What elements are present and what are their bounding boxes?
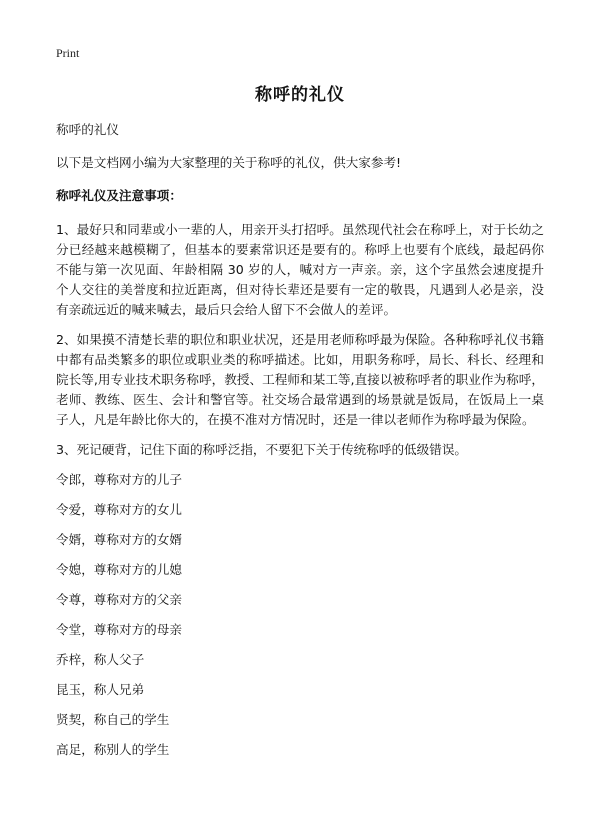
list-item: 令堂，尊称对方的母亲 xyxy=(56,622,182,637)
list-item: 贤契，称自己的学生 xyxy=(56,712,170,727)
list-item: 令婿，尊称对方的女婿 xyxy=(56,532,182,547)
list-item: 令郎，尊称对方的儿子 xyxy=(56,472,182,487)
page-title: 称呼的礼仪 xyxy=(255,85,345,105)
subtitle: 称呼的礼仪 xyxy=(56,122,119,137)
list-item: 令爱，尊称对方的女儿 xyxy=(56,502,182,517)
terms-list xyxy=(56,470,544,770)
list-item: 令尊，尊称对方的父亲 xyxy=(56,592,182,607)
document-body xyxy=(56,120,544,770)
list-item: 昆玉，称人兄弟 xyxy=(56,682,145,697)
list-item: 高足，称别人的学生 xyxy=(56,742,170,757)
section-heading: 称呼礼仪及注意事项： xyxy=(56,188,182,203)
print-label: Print xyxy=(56,46,80,60)
paragraph-1: 1、最好只和同辈或小一辈的人，用亲开头打招呼。虽然现代社会在称呼上，对于长幼之分已经越来越模糊了，但基本的要素常识还是要有的。称呼上也要有个底线，最起码你不能与第一次见面、年龄相隔 30 岁的人，喊对方一声亲。亲，这个字虽然会速度提升个人交往的美誉度和拉近距离，但对待长辈还是要有一定的敬畏，凡遇到人必是亲，没有亲疏远近的喊来喊去，最后只会给人留下不会做人的差评。 xyxy=(56,222,544,317)
list-item: 令媳，尊称对方的儿媳 xyxy=(56,562,182,577)
list-item: 乔梓，称人父子 xyxy=(56,652,145,667)
intro-text: 以下是文档网小编为大家整理的关于称呼的礼仪，供大家参考! xyxy=(56,155,402,170)
paragraph-3: 3、死记硬背，记住下面的称呼泛指，不要犯下关于传统称呼的低级错误。 xyxy=(56,442,468,457)
paragraph-2: 2、如果摸不清楚长辈的职位和职业状况，还是用老师称呼最为保险。各种称呼礼仪书籍中都有品类繁多的职位或职业类的称呼描述。比如，用职务称呼，局长、科长、经理和院长等,用专业技术职务称呼，教授、工程师和某工等,直接以被称呼者的职业作为称呼，老师、教练、医生、会计和警官等。社交场合最常遇到的场景就是饭局，在饭局上一桌子人，凡是年龄比你大的，在摸不准对方情况时，还是一律以老师作为称呼最为保险。 xyxy=(56,332,544,427)
